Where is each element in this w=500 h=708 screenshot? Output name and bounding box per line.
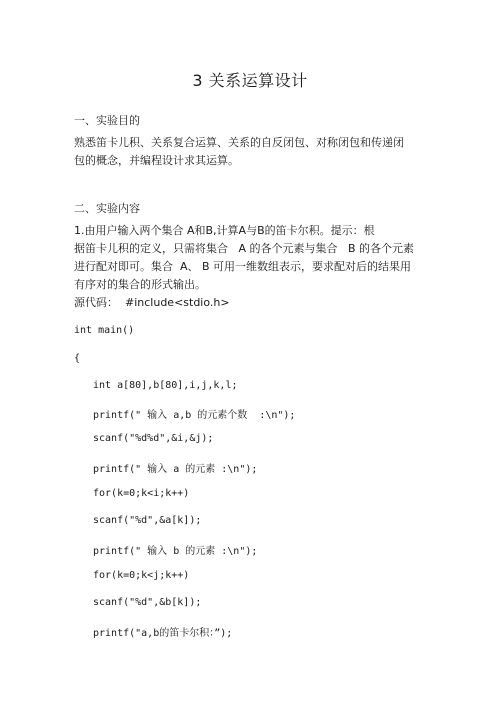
- section-heading-content: 二、实验内容: [74, 202, 140, 215]
- code-line: printf("a,b的笛卡尔积：”);: [93, 628, 233, 639]
- code-line: {: [74, 353, 81, 364]
- code-line: int a[80],b[80],i,j,k,l;: [93, 380, 238, 391]
- code-line: printf(" 输入 b 的元素 :\n");: [93, 546, 258, 557]
- code-line: for(k=0;k<j;k++): [93, 570, 190, 581]
- code-line: printf(" 输入 a,b 的元素个数 :\n");: [93, 410, 296, 421]
- purpose-line-1: 熟悉笛卡儿积、关系复合运算、关系的自反闭包、对称闭包和传递闭: [74, 136, 404, 149]
- section-heading-purpose: 一、实验目的: [74, 114, 140, 127]
- code-line: scanf("%d",&b[k]);: [93, 597, 202, 608]
- source-code-label: 源代码： #include<stdio.h>: [74, 296, 230, 309]
- code-line: scanf("%d%d",&i,&j);: [93, 433, 214, 444]
- code-line: scanf("%d",&a[k]);: [93, 515, 202, 526]
- document-title: 3 关系运算设计: [192, 71, 308, 90]
- code-line: printf(" 输入 a 的元素 :\n");: [93, 464, 258, 475]
- purpose-line-2: 包的概念，并编程设计求其运算。: [74, 154, 239, 167]
- content-line-1: 1.由用户输入两个集合 A和B,计算A与B的笛卡尔积。提示：根: [74, 224, 375, 237]
- content-line-4: 有序对的集合的形式输出。: [74, 278, 206, 291]
- code-line: for(k=0;k<i;k++): [93, 488, 190, 499]
- content-line-2: 据笛卡儿积的定义，只需将集合 A 的各个元素与集合 B 的各个元素: [74, 242, 415, 255]
- content-line-3: 进行配对即可。集合 A、 B 可用一维数组表示，要求配对后的结果用: [74, 260, 412, 273]
- code-line: int main(): [74, 325, 135, 336]
